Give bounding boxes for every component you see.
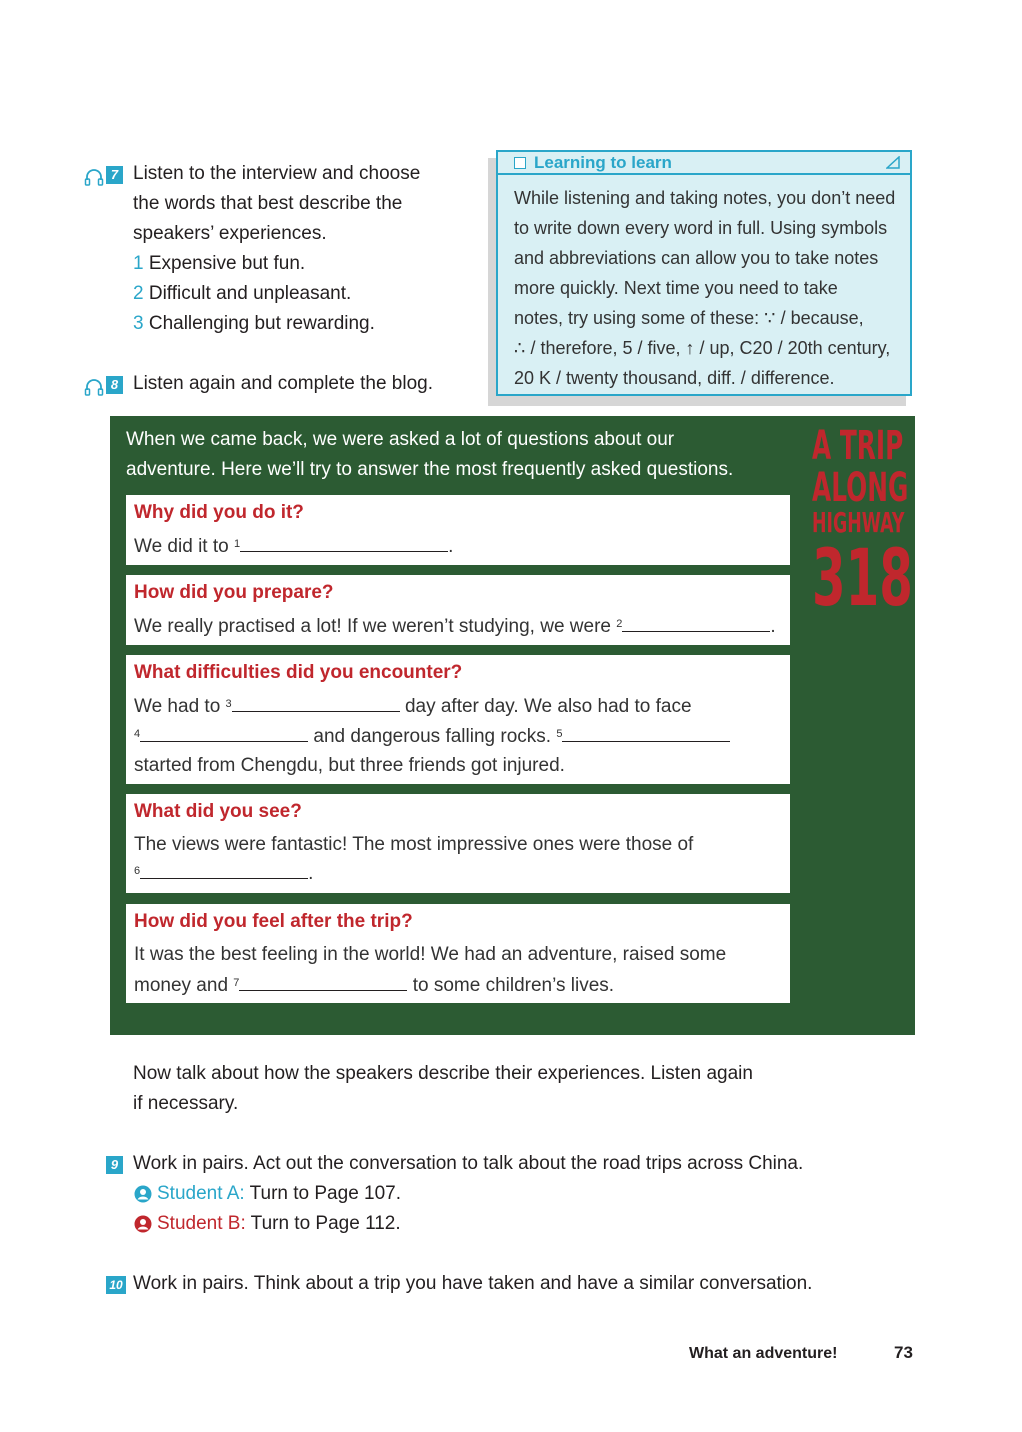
student-b-label: Student B: <box>157 1213 246 1234</box>
question-5-title: How did you feel after the trip? <box>134 911 413 932</box>
option-3-number: 3 <box>133 313 144 334</box>
exercise-7-instruction-line-3: speakers’ experiences. <box>133 223 327 244</box>
student-a-label: Student A: <box>157 1183 245 1204</box>
question-card-4 <box>126 794 790 893</box>
footer-unit-title: What an adventure! <box>689 1345 838 1362</box>
option-1 <box>133 249 305 279</box>
option-2-number: 2 <box>133 283 144 304</box>
student-b-icon <box>134 1215 152 1233</box>
option-3 <box>133 309 375 339</box>
question-4-title: What did you see? <box>134 801 302 822</box>
question-3-line-2 <box>134 721 730 752</box>
exercise-10-instruction: Work in pairs. Think about a trip you have taken and have a similar conversation. <box>133 1273 813 1294</box>
exercise-10-number: 10 <box>106 1276 126 1294</box>
blank-2[interactable] <box>622 611 770 632</box>
side-title-line-1: A TRIP <box>812 423 904 469</box>
side-title-line-2: ALONG <box>812 465 909 511</box>
learning-text-line-5: notes, try using some of these: ∵ / because, <box>514 308 864 328</box>
exercise-7-number: 7 <box>106 166 123 184</box>
student-a-icon <box>134 1185 152 1203</box>
learning-box-title: Learning to learn <box>534 153 672 172</box>
option-1-text: Expensive but fun. <box>148 253 306 274</box>
talk-instruction-line-1: Now talk about how the speakers describe their experiences. Listen again <box>133 1063 753 1084</box>
q2-text-pre: We really practised a lot! If we weren’t studying, we were <box>134 616 617 637</box>
checkbox-square-icon <box>514 157 526 169</box>
blog-intro-line-2: adventure. Here we’ll try to answer the most frequently asked questions. <box>126 459 734 480</box>
question-3-line-1 <box>134 691 692 722</box>
question-1-text <box>134 531 453 562</box>
learning-text-line-2: to write down every word in full. Using symbols <box>514 218 888 238</box>
learning-text-line-1: While listening and taking notes, you don’t need <box>514 188 896 208</box>
page-number: 73 <box>894 1343 913 1362</box>
learning-text-line-7: 20 K / twenty thousand, diff. / difference. <box>514 368 835 388</box>
learning-text-line-3: and abbreviations can allow you to take notes <box>514 248 879 268</box>
option-1-number: 1 <box>133 253 144 274</box>
blank-1[interactable] <box>240 531 448 552</box>
blank-3-number: 3 <box>225 698 232 710</box>
headphones-icon <box>84 168 104 186</box>
student-b-text: Turn to Page 112. <box>245 1213 401 1234</box>
q1-text-post: . <box>448 536 454 557</box>
exercise-7-instruction-line-1: Listen to the interview and choose <box>133 163 421 184</box>
student-b-line <box>157 1209 401 1239</box>
q2-text-post: . <box>770 616 776 637</box>
exercise-9-instruction: Work in pairs. Act out the conversation to talk about the road trips across China. <box>133 1153 804 1174</box>
blank-1-number: 1 <box>233 538 241 550</box>
blank-3[interactable] <box>232 691 400 712</box>
learning-text-line-4: more quickly. Next time you need to take <box>514 278 838 298</box>
question-card-2 <box>126 575 790 645</box>
question-4-line-2 <box>134 858 313 889</box>
exercise-8-number: 8 <box>106 376 123 394</box>
blank-5-number: 5 <box>556 728 563 740</box>
blank-7[interactable] <box>239 970 407 991</box>
question-5-line-2 <box>134 970 614 1001</box>
question-card-1 <box>126 495 790 565</box>
blank-6-number: 6 <box>134 865 141 877</box>
exercise-8-instruction: Listen again and complete the blog. <box>133 373 433 394</box>
question-1-title: Why did you do it? <box>134 502 304 523</box>
learning-to-learn-box <box>496 150 912 396</box>
question-2-text <box>134 611 776 642</box>
student-a-text: Turn to Page 107. <box>244 1183 402 1204</box>
question-4-line-1: The views were fantastic! The most impressive ones were those of <box>134 834 694 855</box>
q5-line-2-post: to some children’s lives. <box>407 975 615 996</box>
question-2-title: How did you prepare? <box>134 582 334 603</box>
learning-box-header <box>498 152 910 175</box>
option-2 <box>133 279 351 309</box>
option-3-text: Challenging but rewarding. <box>148 313 375 334</box>
blank-5[interactable] <box>562 721 730 742</box>
option-2-text: Difficult and unpleasant. <box>148 283 352 304</box>
corner-triangle-icon <box>886 156 900 169</box>
question-card-5 <box>126 904 790 1003</box>
exercise-9-number: 9 <box>106 1156 123 1174</box>
question-5-line-1: It was the best feeling in the world! We had an adventure, raised some <box>134 944 727 965</box>
blank-2-number: 2 <box>616 618 623 630</box>
blank-7-number: 7 <box>233 977 240 989</box>
student-a-line <box>157 1179 401 1209</box>
question-3-title: What difficulties did you encounter? <box>134 662 463 683</box>
talk-instruction-line-2: if necessary. <box>133 1093 239 1114</box>
learning-text-line-6: ∴ / therefore, 5 / five, ↑ / up, C20 / 20th century, <box>514 338 891 358</box>
q1-text-pre: We did it to <box>134 536 234 557</box>
q3-line-1-post: day after day. We also had to face <box>399 696 692 717</box>
blank-4-number: 4 <box>134 728 141 740</box>
question-3-line-3: started from Chengdu, but three friends got injured. <box>134 755 565 776</box>
q4-text-post: . <box>308 863 314 884</box>
q3-line-2-mid: and dangerous falling rocks. <box>308 726 557 747</box>
blog-intro-line-1: When we came back, we were asked a lot of questions about our <box>126 429 675 450</box>
side-title-number: 318 <box>812 534 913 624</box>
headphones-icon <box>84 378 104 396</box>
blank-6[interactable] <box>140 858 308 879</box>
question-card-3 <box>126 655 790 784</box>
side-title-line-3: HIGHWAY <box>812 506 905 539</box>
q5-line-2-pre: money and <box>134 975 234 996</box>
exercise-7-instruction-line-2: the words that best describe the <box>133 193 403 214</box>
q3-line-1-pre: We had to <box>134 696 226 717</box>
blank-4[interactable] <box>140 721 308 742</box>
